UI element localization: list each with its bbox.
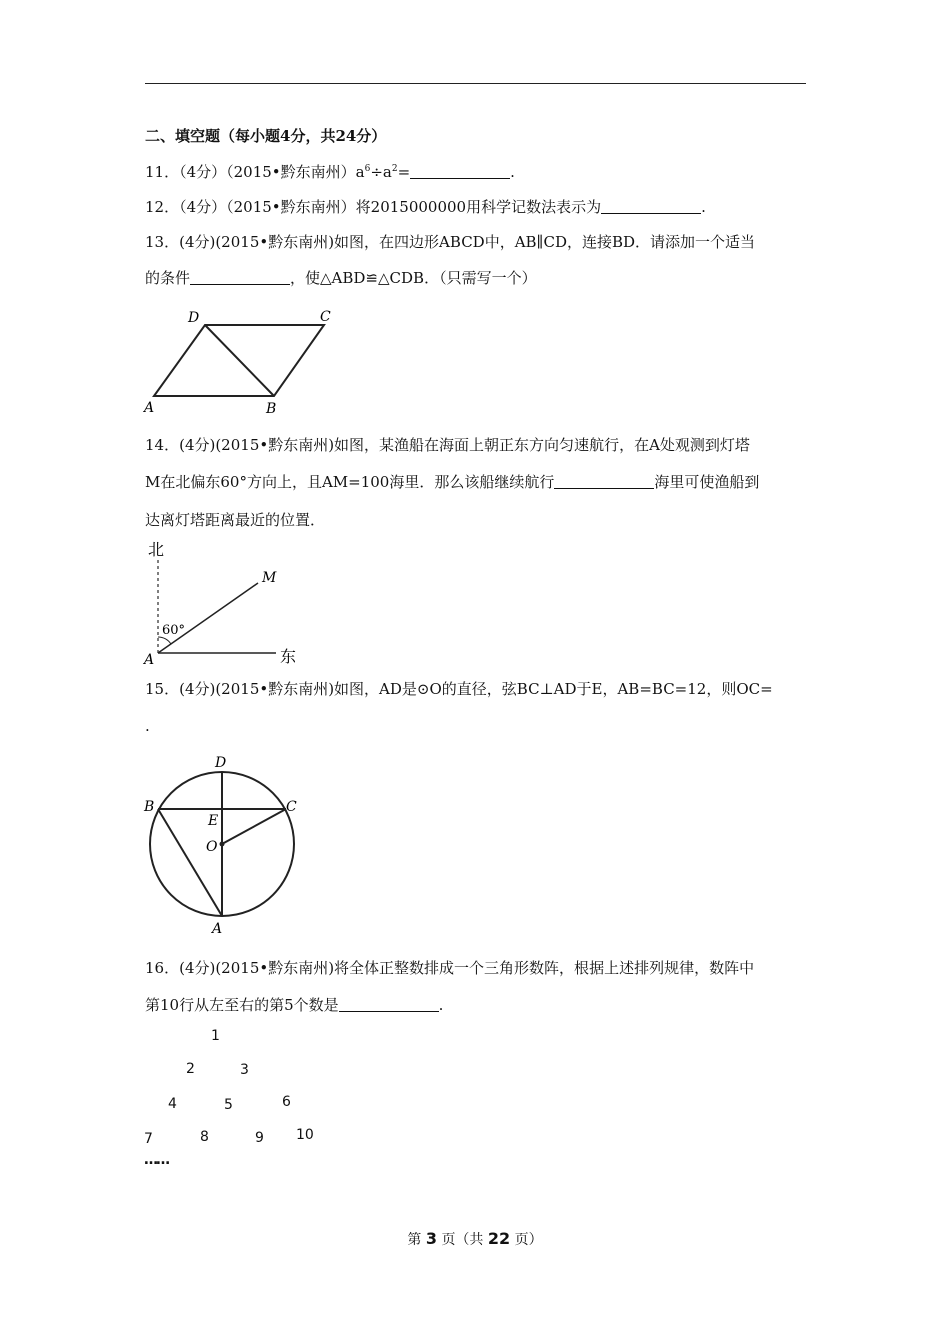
center-dot: [220, 842, 225, 847]
triangle-number: 8: [200, 1129, 209, 1145]
page-number: 3: [425, 1229, 437, 1248]
label-north: 北: [148, 540, 165, 559]
label-d: D: [188, 310, 200, 326]
question-16-line-1: 16．(4分)(2015•黔东南州)将全体正整数排成一个三角形数阵，根据上述排列规律，数阵中: [145, 959, 755, 977]
triangle-number: 5: [224, 1097, 233, 1113]
label-c: C: [286, 799, 297, 815]
question-16-line-2: 第10行从左至右的第5个数是 .: [145, 996, 444, 1014]
label-a: A: [144, 400, 155, 416]
label-c: C: [320, 309, 331, 325]
question-13-line-2: 的条件 ，使△ABD≌△CDB．（只需写一个）: [145, 269, 537, 287]
question-14-line-2: M在北偏东60°方向上，且AM=100海里．那么该船继续航行 海里可使渔船到: [145, 473, 760, 491]
circle-figure: [140, 750, 320, 940]
label-m: M: [262, 570, 277, 586]
question-14-line-3: 达离灯塔距离最近的位置．: [145, 511, 326, 529]
question-11: 11．（4分）（2015•黔东南州）$a^6\div a^2=$ .: [145, 163, 515, 181]
triangle-ellipsis: ……: [144, 1152, 168, 1168]
triangle-number: 7: [144, 1131, 153, 1147]
question-12: 12．（4分）（2015•黔东南州）将2015000000用科学记数法表示为 .: [145, 198, 706, 216]
page-footer: 第 3 页（共 22 页）: [407, 1229, 543, 1248]
bearing-figure: [140, 537, 310, 669]
triangle-number: 2: [186, 1061, 195, 1077]
label-d: D: [215, 755, 227, 771]
triangle-number: 4: [168, 1096, 177, 1112]
question-14-line-1: 14．(4分)(2015•黔东南州)如图，某渔船在海面上朝正东方向匀速航行，在A处观测到灯塔: [145, 436, 750, 454]
triangle-number: 9: [255, 1130, 264, 1146]
label-angle-60: 60°: [162, 623, 186, 638]
parallelogram-figure: [140, 305, 340, 420]
label-b: B: [266, 401, 277, 417]
label-o: O: [206, 839, 218, 855]
section-title: 二、填空题（每小题4分，共24分）: [145, 127, 387, 145]
triangle-number: 6: [282, 1094, 291, 1110]
answer-blank-14[interactable]: [554, 474, 654, 489]
label-east: 东: [280, 647, 297, 666]
answer-blank-11[interactable]: [410, 164, 510, 179]
question-13-line-1: 13．(4分)(2015•黔东南州)如图，在四边形ABCD中，AB∥CD，连接BD．请添加一个适当: [145, 233, 756, 251]
diagonal-bd: [205, 325, 274, 396]
answer-blank-16[interactable]: [339, 997, 439, 1012]
angle-arc: [158, 637, 171, 644]
label-a: A: [212, 921, 223, 937]
label-e: E: [208, 813, 219, 829]
label-b: B: [144, 799, 155, 815]
triangle-number: 3: [240, 1062, 249, 1078]
answer-blank-12[interactable]: [601, 199, 701, 214]
question-15-line-1: 15．(4分)(2015•黔东南州)如图，AD是⊙O的直径，弦BC⊥AD于E，AB=BC=12，则OC=: [145, 680, 773, 698]
line-am: [158, 583, 258, 653]
segment-oc: [222, 809, 286, 844]
triangle-number: 1: [211, 1028, 220, 1044]
triangle-number: 10: [296, 1127, 314, 1143]
question-15-line-2: .: [145, 717, 150, 735]
page-total: 22: [487, 1229, 511, 1248]
answer-blank-13[interactable]: [190, 270, 290, 285]
label-a: A: [144, 652, 155, 668]
header-rule: [145, 83, 806, 84]
